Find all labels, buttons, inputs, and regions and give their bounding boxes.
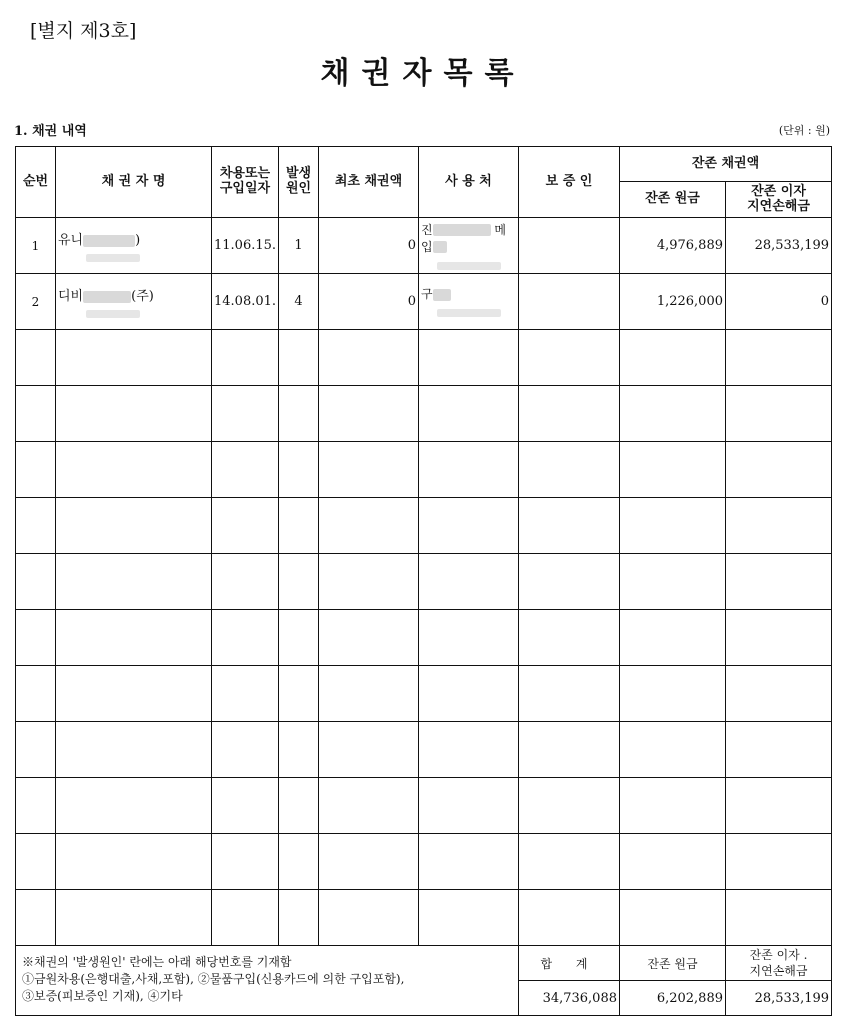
table-row-empty xyxy=(16,834,832,890)
sum-principal-label: 잔존 원금 xyxy=(620,946,726,981)
creditor-suffix: ) xyxy=(135,233,141,248)
redacted-block xyxy=(433,241,447,253)
row-interest: 0 xyxy=(726,274,832,330)
unit-label: (단위 : 원) xyxy=(778,124,830,137)
creditor-prefix: 디비 xyxy=(58,289,84,304)
header-creditor: 채 권 자 명 xyxy=(56,147,212,218)
header-cause-line1: 발생 xyxy=(285,166,312,182)
header-date-line2: 구입일자 xyxy=(219,181,271,196)
header-interest-line1: 잔존 이자 xyxy=(751,183,806,199)
header-remaining: 잔존 채권액 xyxy=(620,147,832,182)
usage-c: 입 xyxy=(421,239,433,254)
header-principal: 잔존 원금 xyxy=(620,182,726,218)
total-interest: 28,533,199 xyxy=(726,981,832,1016)
usage-b: 메 xyxy=(494,222,507,237)
header-date xyxy=(212,147,279,218)
row-guarantor xyxy=(519,218,620,274)
table-row-empty xyxy=(16,498,832,554)
row-no: 1 xyxy=(16,218,56,274)
note-line2: ①금원차용(은행대출,사채,포함), ②물품구입(신용카드에 의한 구입포함), xyxy=(22,972,405,986)
redacted-block xyxy=(437,262,501,270)
header-no: 순번 xyxy=(16,147,56,218)
row-principal: 1,226,000 xyxy=(620,274,726,330)
row-date: 14.08.01. xyxy=(212,274,279,330)
table-row-empty xyxy=(16,778,832,834)
note-line3: ③보증(피보증인 기재), ④기타 xyxy=(22,989,183,1003)
row-principal: 4,976,889 xyxy=(620,218,726,274)
redacted-block xyxy=(433,289,451,301)
creditor-table xyxy=(15,146,832,1016)
redacted-block xyxy=(433,224,491,236)
table-row-empty xyxy=(16,610,832,666)
row-no: 2 xyxy=(16,274,56,330)
sum-label: 합 계 xyxy=(519,946,620,981)
table-row xyxy=(16,274,832,330)
table-row-empty xyxy=(16,554,832,610)
creditor-suffix: (주) xyxy=(131,289,154,304)
total-amount: 34,736,088 xyxy=(519,981,620,1016)
table-row-empty xyxy=(16,330,832,386)
table-row-empty xyxy=(16,890,832,946)
row-initial: 0 xyxy=(319,218,419,274)
header-row xyxy=(16,147,832,182)
header-interest xyxy=(726,182,832,218)
sum-interest-label-line1: 잔존 이자 . xyxy=(749,948,808,962)
table-row xyxy=(16,218,832,274)
sum-interest-label-line2: 지연손해금 xyxy=(749,964,808,978)
row-initial: 0 xyxy=(319,274,419,330)
row-creditor xyxy=(56,274,212,330)
creditor-prefix: 유니 xyxy=(58,233,84,248)
header-cause-line2: 원인 xyxy=(285,181,312,196)
footer-row xyxy=(16,946,832,981)
redacted-block xyxy=(83,291,131,303)
form-label: [별지 제3호] xyxy=(30,20,137,42)
section-title: 1. 채권 내역 xyxy=(14,124,87,139)
row-usage xyxy=(419,274,519,330)
row-usage xyxy=(419,218,519,274)
header-initial: 최초 채권액 xyxy=(319,147,419,218)
usage-a: 구 xyxy=(421,287,433,301)
note-line1: ※채권의 '발생원인' 란에는 아래 해당번호를 기재함 xyxy=(22,955,292,969)
table-row-empty xyxy=(16,666,832,722)
row-creditor xyxy=(56,218,212,274)
header-usage: 사 용 처 xyxy=(419,147,519,218)
header-cause xyxy=(279,147,319,218)
header-guarantor: 보 증 인 xyxy=(519,147,620,218)
redacted-block xyxy=(86,254,140,262)
usage-a: 진 xyxy=(421,222,433,237)
footer-note xyxy=(16,946,519,1016)
header-date-line1: 차용또는 xyxy=(219,166,271,182)
row-date: 11.06.15. xyxy=(212,218,279,274)
table-row-empty xyxy=(16,442,832,498)
table-row-empty xyxy=(16,722,832,778)
redacted-block xyxy=(437,309,501,317)
redacted-block xyxy=(86,310,140,318)
row-guarantor xyxy=(519,274,620,330)
sum-interest-label xyxy=(726,946,832,981)
row-interest: 28,533,199 xyxy=(726,218,832,274)
header-interest-line2: 지연손해금 xyxy=(747,198,810,214)
table-row-empty xyxy=(16,386,832,442)
page-title: 채권자목록 xyxy=(320,56,526,91)
row-cause: 4 xyxy=(279,274,319,330)
redacted-block xyxy=(83,235,135,247)
total-principal: 6,202,889 xyxy=(620,981,726,1016)
row-cause: 1 xyxy=(279,218,319,274)
